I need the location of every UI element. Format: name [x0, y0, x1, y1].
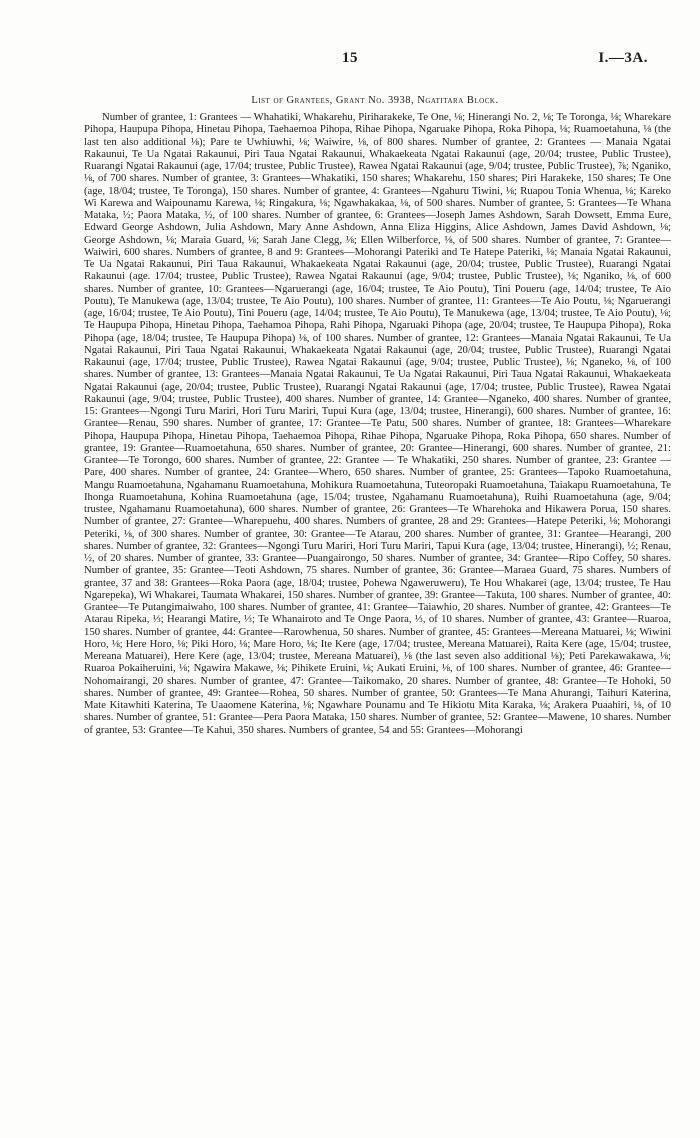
page-number: 15 [342, 50, 358, 66]
document-reference: I.—3A. [598, 50, 648, 66]
section-title: List of Grantees, Grant No. 3938, Ngatitara Block. [251, 95, 499, 106]
body-paragraph: Number of grantee, 1: Grantees — Whahatiki, Whakarehu, Piriharakeke, Te One, ⅛; Hinerangi No. 2, ⅛; Te Toronga, ⅛; Wharekare Pihopa, Haupupa Pihopa, Hinetau Pihopa, Taehaemoa Pihopa, Rihae Pihopa, Ngaruake Pihopa, Roka Pihopa, ⅛; Ruamoetahuna, ⅛ (the last ten also additional ⅛); Pare te Uwhiuwhi, ⅛; Waiwire, ⅛, of 800 shares. Number of grantee, 2: Grantees — Manaia Ngatai Rakaunui, Te Ua Ngatai Rakaunui, Piri Taua Ngatai Rakaunui, Whakaekeata Ngatai Rakaunui (age, 20/04; trustee, Public Trustee), Ruarangi Ngatai Rakaunui (age, 17/04; trustee, Public Trustee), Rawea Ngatai Rakaunui (age, 9/04; trustee, Public Trustee), ⅞; Nganiko, ⅛, of 700 shares. Number of grantee, 3: Grantees—Whakatiki, 150 shares; Whakarehu, 150 shares; Piri Harakeke, 150 shares; Te One (age, 18/04; trustee, Te Toronga), 150 shares. Number of grantee, 4: Grantees—Ngahuru Tiwini, ⅛; Ruapou Tonia Whenua, ⅛; Kareko Wi Karewa and Waipounamu Karewa, ⅛; Ringakura, ⅛; Ngawhakakaa, ⅛, of 500 shares. Number of grantee, 5: Grantees—Te Whana Mataka, ½; Paora Mataka, ½, of 100 shares. Number of grantee, 6: Grantees—Joseph James Ashdown, Sarah Dowsett, Emma Eure, Edward George Ashdown, Julia Ashdown, Mary Anne Ashdown, Anna Eliza Higgins, Alice Ashdown, James David Ashdown, ⅛; George Ashdown, ⅛; Maraia Guard, ⅛; Sarah Jane Clegg, ⅛; Ellen Wilberforce, ⅛, of 500 shares. Number of grantee, 7: Grantee—Waiwiri, 600 shares. Numbers of grantee, 8 and 9: Grantees—Mohorangi Pateriki and Te Hatepe Pateriki, ⅛; Manaia Ngatai Rakaunui, Te Ua Ngatai Rakaunui, Piri Taua Rakaunui, Whakaekeata Ngatai Rakaunui (age, 20/04; trustee, Public Trustee), Ruarangi Ngatai Rakaunui (age. 17/04; trustee, Public Trustee), Rawea Ngatai Rakaunui (age, 9/04; trustee, Public Trustee), ⅛; Nganiko, ⅛, of 600 shares. Number of grantee, 10: Grantees—Ngaruerangi (age, 16/04; trustee, Te Aio Poutu), Tini Poueru (age, 14/04; trustee, Te Aio Poutu), Te Manukewa (age, 13/04; trustee, Te Aio Poutu), 100 shares. Number of grantee, 11: Grantees—Te Aio Poutu, ⅛; Ngaruerangi (age, 16/04; trustee, Te Aio Poutu), Tini Poueru (age, 14/04; trustee, Te Aio Poutu), Te Manukewa (age, 13/04; trustee, Te Aio Poutu), ⅛; Te Haupupa Pihopa, Hinetau Pihopa, Taehamoa Pihopa, Rahi Pihopa, Ngaruaki Pihopa (age, 20/04; trustee, Te Haupupa Pihopa), Roka Pihopa (age, 18/04; trustee, Te Haupupa Pihopa) ⅛, of 100 shares. Number of grantee, 12: Grantees—Manaia Ngatai Rakaunui, Te Ua Ngatai Rakaunui, Piri Taua Ngatai Rakaunui, Whakaekeata Ngatai Rakaunui (age, 20/04; trustee, Public Trustee), Ruarangi Ngatai Rakaunui (age, 17/04; trustee, Public Trustee), Rawea Ngatai Rakaunui (age, 9/04; trustee, Public Trustee), ⅛; Nganeko, ⅛, of 100 shares. Number of grantee, 13: Grantees—Manaia Ngatai Rakaunui, Te Ua Ngatai Rakaunui, Piri Taua Ngatai Rakaunui, Whakaekeata Ngatai Rakaunui (age, 20/04; trustee, Public Trustee), Ruarangi Ngatai Rakaunui (age, 17/04; trustee, Public Trustee), Rawea Ngatai Rakaunui (age, 9/04; trustee, Public Trustee), 400 shares. Number of grantee, 14: Grantee—Nganeko, 400 shares. Number of grantee, 15: Grantees—Ngongi Turu Mariri, Hori Turu Mariri, Tupui Kura (age, 13/04; trustee, Hinerangi), 600 shares. Number of grantee, 16: Grantee—Renau, 590 shares. Number of grantee, 17: Grantee—Te Patu, 500 shares. Number of grantee, 18: Grantees—Wharekare Pihopa, Haupupa Pihopa, Hinetau Pihopa, Taehaemoa Pihopa, Rihae Pihopa, Ngaruake Pihopa, Roka Pihopa, 650 shares. Number of grantee, 19: Grantee—Ruamoetahuna, 650 shares. Number of grantee, 20: Grantee—Hinerangi, 600 shares. Number of grantee, 21: Grantee—Te Torongo, 600 shares. Number of grantee, 22: Grantee — Te Whakatiki, 250 shares. Number of grantee, 23: Grantee — Pare, 400 shares. Number of grantee, 24: Grantee—Whero, 650 shares. Number of grantee, 25: Grantees—Tapoko Ruamoetahuna, Mangu Ruamoetahuna, Ngahamanu Ruamoetahuna, Mohikura Ruamoetahuna, Tuteoropaki Ruamoetahuna, Taiakapu Ruamoetahuna, Te Ihonga Ruamoetahuna, Kohina Ruamoetahuna (age, 15/04; trustee, Ngahamanu Ruamoetahuna), Ruihi Ruamoetahuna (age, 9/04; trustee, Ngahamanu Ruamoetahuna), 600 shares. Number of grantee, 26: Grantees—Te Wharehoka and Hikawera Porua, 150 shares. Number of grantee, 27: Grantee—Wharepuehu, 400 shares. Numbers of grantee, 28 and 29: Grantees—Hatepe Peteriki, ⅛; Mohorangi Peteriki, ⅛, of 300 shares. Number of grantee, 30: Grantee—Te Atarau, 200 shares. Number of grantee, 31: Grantee—Hearangi, 200 shares. Number of grantee, 32: Grantees—Ngongi Turu Mariri, Hori Turu Mariri, Tapui Kura (age, 13/04; trustee, Hinerangi), ½; Renau, ½, of 20 shares. Number of grantee, 33: Grantee—Puangairongo, 50 shares. Number of grantee, 34: Grantee—Ripo Coffey, 50 shares. Number of grantee, 35: Grantee—Teoti Ashdown, 75 shares. Number of grantee, 36: Grantee—Maraea Guard, 75 shares. Numbers of grantee, 37 and 38: Grantees—Roka Paora (age, 18/04; trustee, Pohewa Ngaweruweru), Te Hou Whakarei (age, 13/04; trustee, Te Hau Ngarepeka), Wi Whakarei, Taumata Whakarei, 150 shares. Number of grantee, 39: Grantee—Takuta, 100 shares. Number of grantee, 40: Grantee—Te Putangimaiwaho, 100 shares. Number of grantee, 41: Grantee—Taiawhio, 20 shares. Number of grantee, 42: Grantees—Te Atarau Ripeka, ⅓; Hearangi Matire, ⅓; Te Whanairoto and Te Onge Paora, ⅓, of 10 shares. Number of grantee, 43: Grantee—Ruaroa, 150 shares. Number of grantee, 44: Grantee—Rarowhenua, 50 shares. Number of grantee, 45: Grantees—Mereana Matuarei, ⅛; Wiwini Horo, ⅛; Here Horo, ⅛; Piki Horo, ⅛; Mare Horo, ⅛; Ite Kere (age, 17/04; trustee, Mereana Matuarei), Raita Kere (age, 15/04; trustee, Mereana Matuarei), Here Kere (age, 13/04; trustee, Mereana Matuarei), ⅛ (the last seven also additional ⅛); Peti Parekawakawa, ⅛; Ruaroa Pokaiheruini, ⅛; Ngawira Makawe, ⅛; Pihikete Eruini, ⅛; Aukati Eruini, ⅛, of 100 shares. Number of grantee, 46: Grantee—Nohomairangi, 20 shares. Number of grantee, 47: Grantee—Taikomako, 20 shares. Number of grantee, 48: Grantee—Te Hohoki, 50 shares. Number of grantee, 49: Grantee—Rohea, 50 shares. Number of grantee, 50: Grantees—Te Mana Ahurangi, Taihuri Katerina, Mate Kitawhiti Katerina, Te Uaaomene Katerina, ⅛; Ngawhare Pounamu and Te Hikiotu Mita Karaka, ⅛; Arakera Puaahiri, ⅛, of 10 shares. Number of grantee, 51: Grantee—Pera Paora Mataka, 150 shares. Number of grantee, 52: Grantee—Mawene, 10 shares. Number of grantee, 53: Grantee—Te Kahui, 350 shares. Numbers of grantee, 54 and 55: Grantees—Mohorangi [84, 111, 671, 736]
